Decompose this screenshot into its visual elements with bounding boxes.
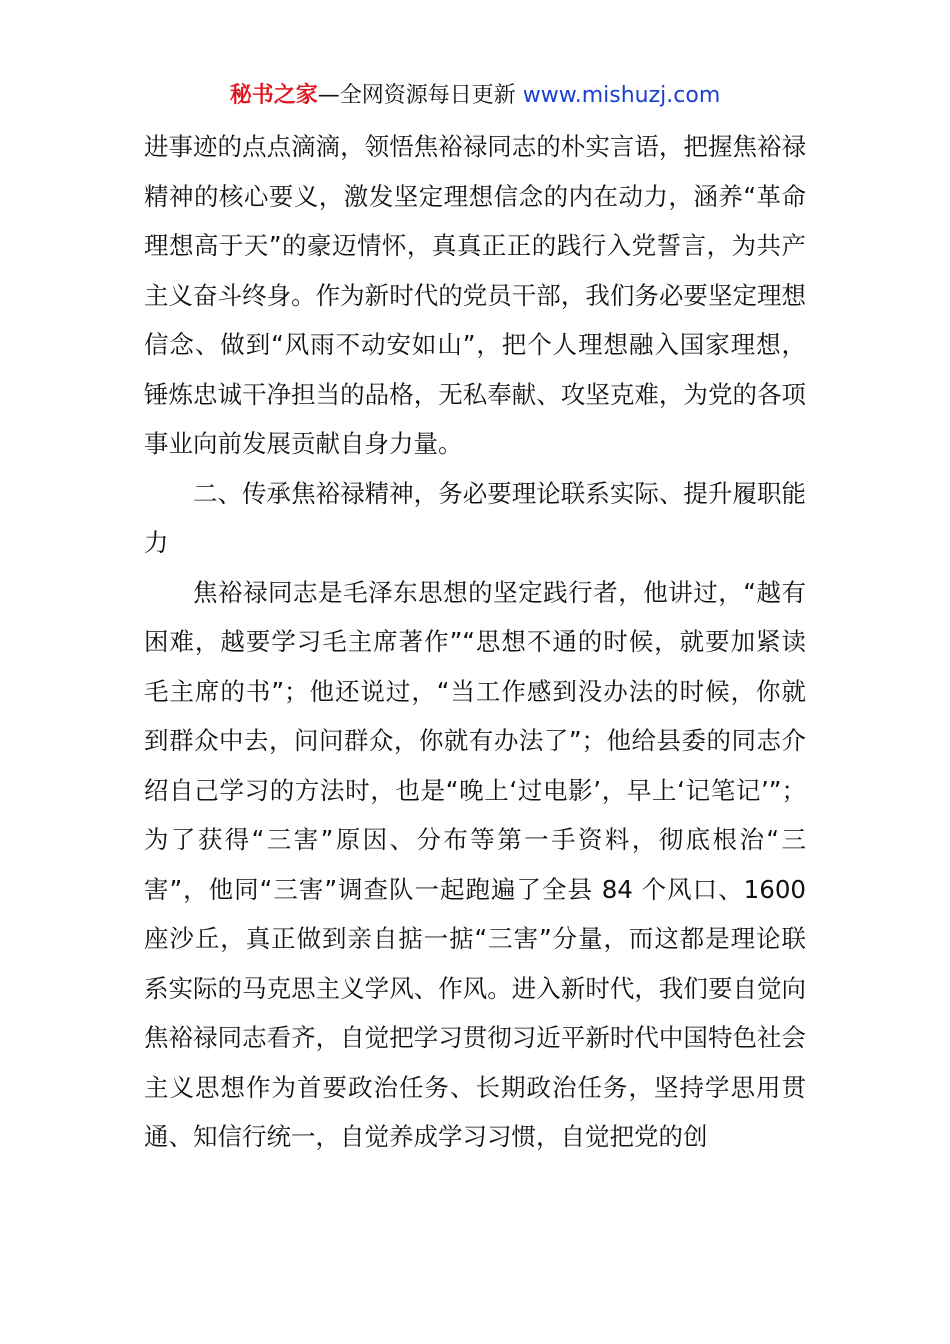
paragraph-continuation: 进事迹的点点滴滴，领悟焦裕禄同志的朴实言语，把握焦裕禄精神的核心要义，激发坚定理想信念的内在动力，涵养“革命理想高于天”的豪迈情怀，真真正正的践行入党誓言，为共产主义奋斗终身。作为新时代的党员干部，我们务必要坚定理想信念、做到“风雨不动安如山”，把个人理想融入国家理想，锤炼忠诚干净担当的品格，无私奉献、攻坚克难，为党的各项事业向前发展贡献自身力量。 — [144, 132, 806, 458]
document-body — [144, 122, 806, 1162]
site-url-link[interactable]: www.mishuzj.com — [522, 83, 721, 108]
paragraph-body: 焦裕禄同志是毛泽东思想的坚定践行者，他讲过，“越有困难，越要学习毛主席著作”“思想不通的时候，就要加紧读毛主席的书”；他还说过，“当工作感到没办法的时候，你就到群众中去，问问群众，你就有办法了”；他给县委的同志介绍自己学习的方法时，也是“晚上‘过电影’，早上‘记笔记’”；为了获得“三害”原因、分布等第一手资料，彻底根治“三害”，他同“三害”调查队一起跑遍了全县 84 个风口、1600 座沙丘，真正做到亲自掂一掂“三害”分量，而这都是理论联系实际的马克思主义学风、作风。进入新时代，我们要自觉向焦裕禄同志看齐，自觉把学习贯彻习近平新时代中国特色社会主义思想作为首要政治任务、长期政治任务，坚持学思用贯通、知信行统一，自觉养成学习习惯，自觉把党的创 — [144, 577, 806, 1151]
header-tagline: —全网资源每日更新 — [317, 83, 516, 108]
brand-name: 秘书之家 — [229, 83, 318, 108]
section-heading: 二、传承焦裕禄精神，务必要理论联系实际、提升履职能力 — [144, 478, 806, 557]
page-header — [0, 80, 950, 112]
